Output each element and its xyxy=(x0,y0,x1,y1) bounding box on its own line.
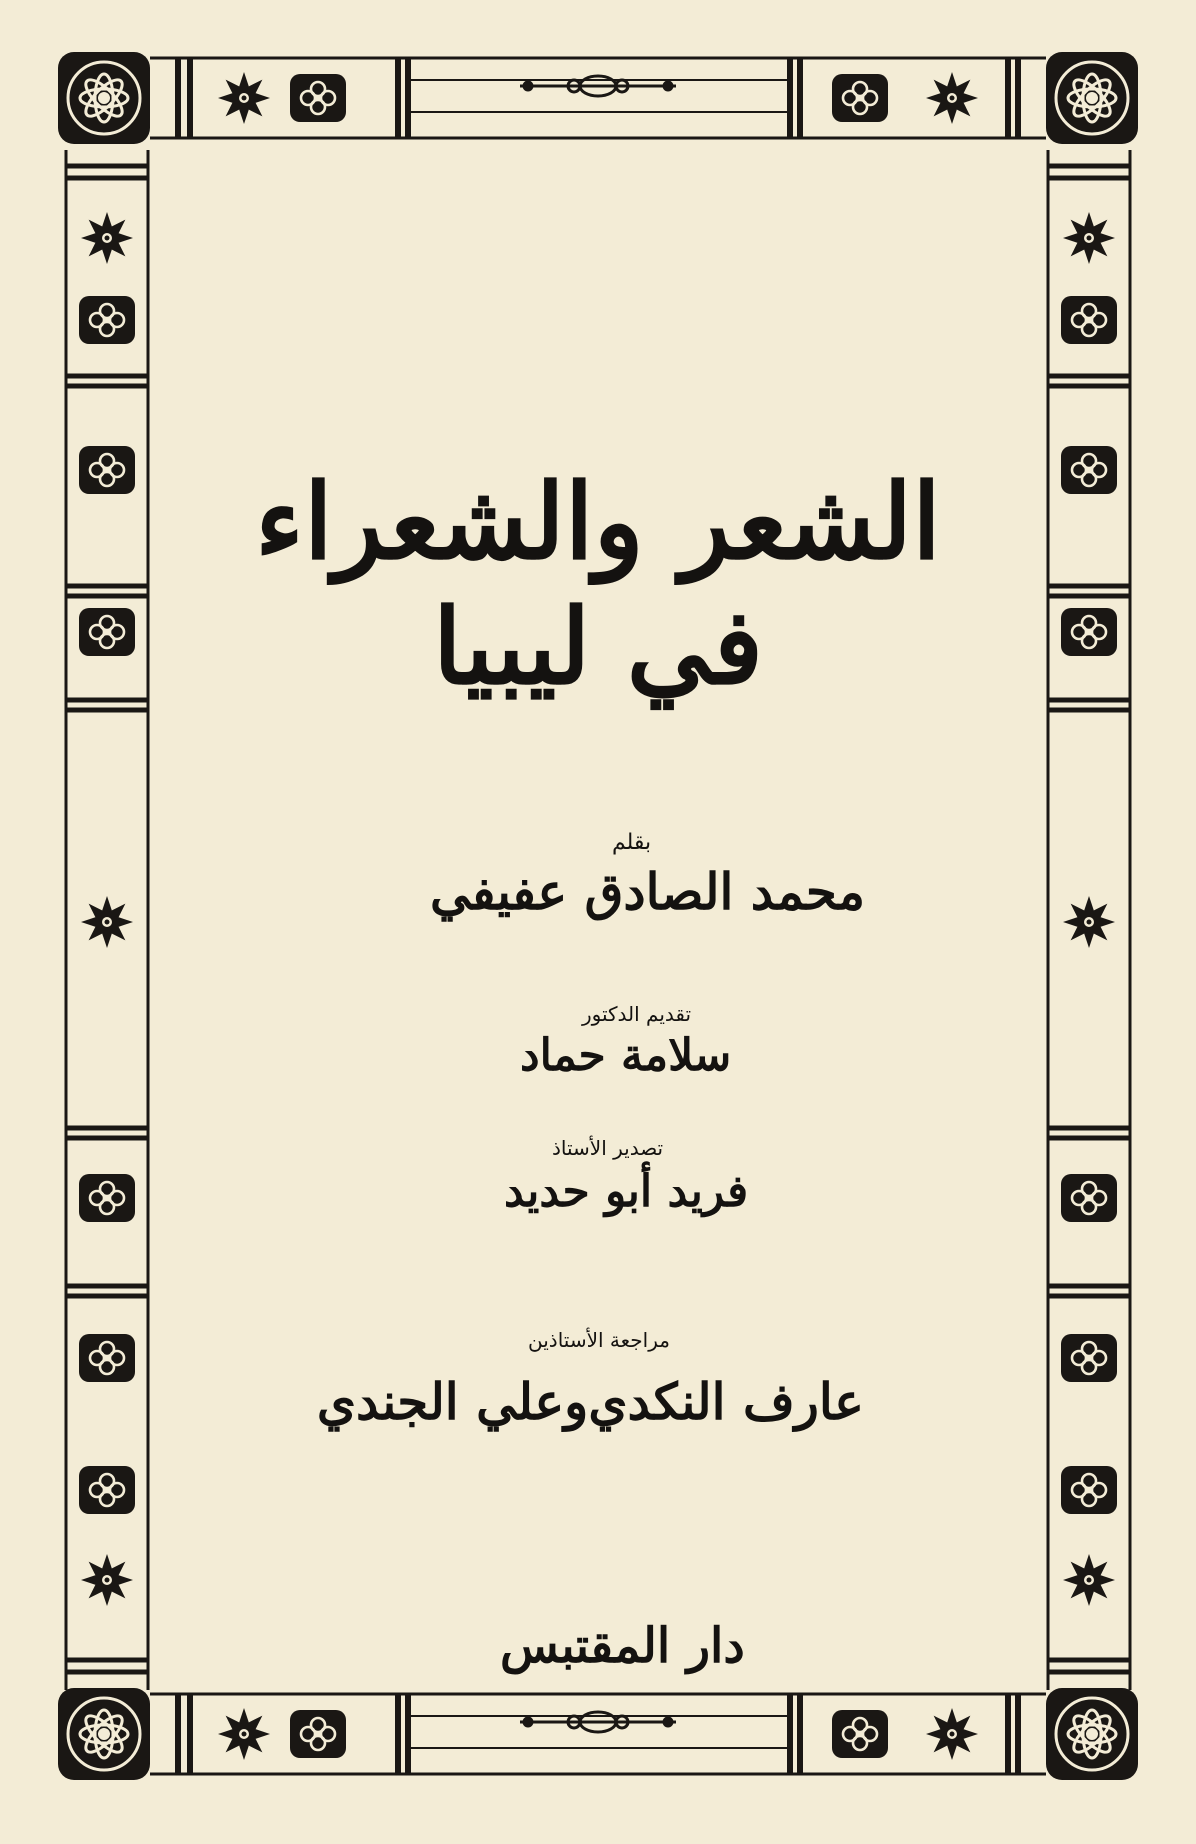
author-name: محمد الصادق عفيفي xyxy=(430,862,865,921)
review-name-2: علي الجندي xyxy=(316,1372,565,1431)
review-label: مراجعة الأستاذين xyxy=(528,1328,670,1352)
publisher-name: دار المقتبس xyxy=(500,1618,745,1674)
foreword-label: تصدير الأستاذ xyxy=(552,1136,664,1160)
review-names xyxy=(316,1372,864,1431)
review-conjunction: و xyxy=(564,1372,589,1431)
foreword-name: فريد أبو حديد xyxy=(504,1166,749,1217)
author-label: بقلم xyxy=(612,830,652,855)
corner-rosette-icon xyxy=(58,52,150,144)
star-flower-icon xyxy=(81,212,133,264)
review-name-1: عارف النكدي xyxy=(588,1372,864,1431)
quatrefoil-icon xyxy=(79,296,135,344)
introduction-name: سلامة حماد xyxy=(520,1030,732,1081)
introduction-label: تقديم الدكتور xyxy=(582,1002,692,1026)
book-title: الشعر والشعراء في ليبيا xyxy=(254,460,942,708)
